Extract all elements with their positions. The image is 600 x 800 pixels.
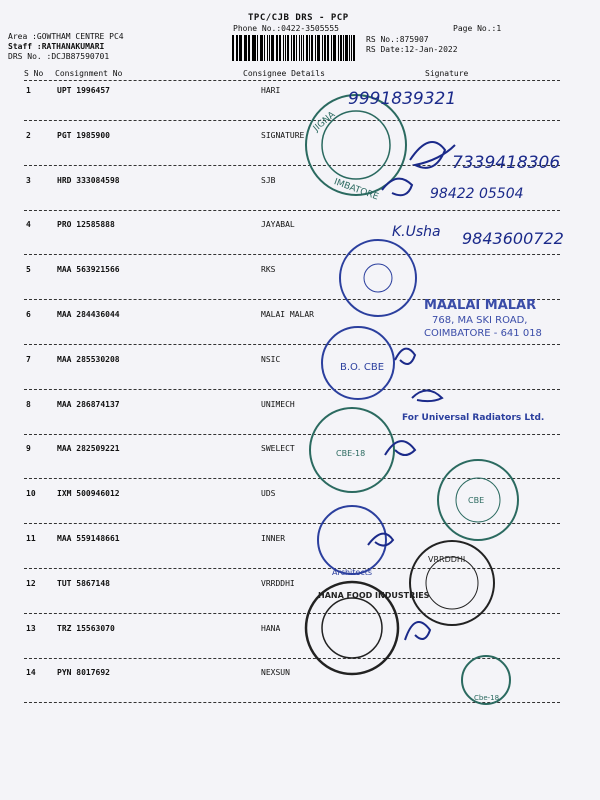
row-divider [24,478,560,479]
round-stamp-cbe-18 [310,408,415,492]
signature-scribble-3 [382,179,412,196]
row-consignee: MALAI MALAR [261,310,314,319]
handwritten-phone-1: 9991839321 [348,89,457,109]
row-sno: 8 [26,400,31,409]
svg-text:Architects: Architects [332,568,373,577]
svg-text:JIGNA: JIGNA [311,110,338,134]
row-consignee: SJB [261,176,276,185]
barcode [232,35,356,61]
row-sno: 7 [26,355,31,364]
row-divider [24,299,560,300]
svg-text:Cbe-18: Cbe-18 [474,694,500,702]
row-consignee: SIGNATURE [261,131,305,140]
col-signature: Signature [425,69,469,78]
row-consignment-no: PYN 8017692 [57,668,110,677]
row-divider [24,434,560,435]
row-divider [24,210,560,211]
handwritten-phone-2: 7339418306 [452,153,561,173]
handwritten-phone-3: 98422 05504 [430,186,524,202]
row-consignment-no: TRZ 15563070 [57,624,115,633]
row-consignment-no: MAA 559148661 [57,534,120,543]
signature-scribble-8 [412,391,442,402]
stamp-malai-malar [424,298,542,339]
row-divider [24,568,560,569]
row-consignment-no: MAA 286874137 [57,400,120,409]
svg-text:768, MA SKI ROAD,: 768, MA SKI ROAD, [432,315,528,326]
row-consignee: INNER [261,534,286,543]
row-consignment-no: MAA 284436044 [57,310,120,319]
row-sno: 3 [26,176,31,185]
svg-text:CBE: CBE [468,496,485,505]
handwritten-name-4: K.Usha [392,224,441,240]
row-divider [24,613,560,614]
col-sno: S No [24,69,44,78]
row-consignee: HARI [261,86,281,95]
row-consignment-no: PGT 1985900 [57,131,110,140]
svg-text:HANA FOOD INDUSTRIES: HANA FOOD INDUSTRIES [318,591,430,600]
row-sno: 2 [26,131,31,140]
row-consignee: SWELECT [261,444,295,453]
row-sno: 10 [26,489,36,498]
row-sno: 13 [26,624,36,633]
row-consignment-no: MAA 285530208 [57,355,120,364]
row-consignment-no: MAA 282509221 [57,444,120,453]
round-stamp-coimbatore [306,95,406,203]
row-sno: 5 [26,265,31,274]
stamp-universal-radiators: For Universal Radiators Ltd. [402,413,545,423]
staff-label: Staff :RATHANAKUMARI [8,42,105,51]
svg-text:COIMBATORE - 641 018: COIMBATORE - 641 018 [424,328,542,339]
row-consignee: UNIMECH [261,400,295,409]
row-consignment-no: TUT 5867148 [57,579,110,588]
row-consignment-no: PRO 12585888 [57,220,115,229]
area-label: Area :GOWTHAM CENTRE PC4 [8,32,124,41]
row-consignee: HANA [261,624,281,633]
signature-scribble-2 [410,142,455,168]
row-consignment-no: IXM 500946012 [57,489,120,498]
round-stamp-cbe-18b [462,656,510,704]
row-sno: 11 [26,534,36,543]
svg-text:VRRDDHI: VRRDDHI [428,555,466,564]
svg-text:IMBATORE: IMBATORE [332,177,380,203]
svg-text:CBE-18: CBE-18 [336,449,366,458]
page-number: Page No.:1 [453,24,502,33]
row-divider [24,254,560,255]
svg-text:MAALAI MALAR: MAALAI MALAR [424,298,537,313]
row-sno: 12 [26,579,36,588]
row-sno: 9 [26,444,31,453]
handwritten-phone-4: 9843600722 [462,229,564,248]
round-stamp-inner-architects [318,506,393,577]
row-sno: 14 [26,668,36,677]
row-divider [24,120,560,121]
row-consignee: NSIC [261,355,281,364]
row-divider [24,658,560,659]
round-stamp-cbe [438,460,518,540]
row-divider [24,389,560,390]
row-sno: 1 [26,86,31,95]
header-divider [24,80,560,81]
row-consignee: UDS [261,489,276,498]
rs-date: RS Date:12-Jan-2022 [366,45,458,54]
row-consignee: NEXSUN [261,668,290,677]
row-consignment-no: HRD 333084598 [57,176,120,185]
phone-number: Phone No.:0422-3505555 [233,24,339,33]
row-sno: 6 [26,310,31,319]
row-divider [24,702,560,703]
row-consignment-no: UPT 1996457 [57,86,110,95]
row-sno: 4 [26,220,31,229]
row-divider [24,344,560,345]
row-consignee: VRRDDHI [261,579,295,588]
drs-number: DRS No. :DCJB87590701 [8,52,110,61]
sheet-title: TPC/CJB DRS - PCP [248,13,349,23]
rs-number: RS No.:875907 [366,35,429,44]
row-divider [24,165,560,166]
round-stamp-rks [340,240,416,316]
svg-text:B.O. CBE: B.O. CBE [340,362,385,373]
row-consignee: JAYABAL [261,220,295,229]
row-divider [24,523,560,524]
col-consignment: Consignment No [55,69,123,78]
row-consignee: RKS [261,265,276,274]
row-consignment-no: MAA 563921566 [57,265,120,274]
round-stamp-hana-food [306,582,430,674]
col-consignee: Consignee Details [243,69,325,78]
